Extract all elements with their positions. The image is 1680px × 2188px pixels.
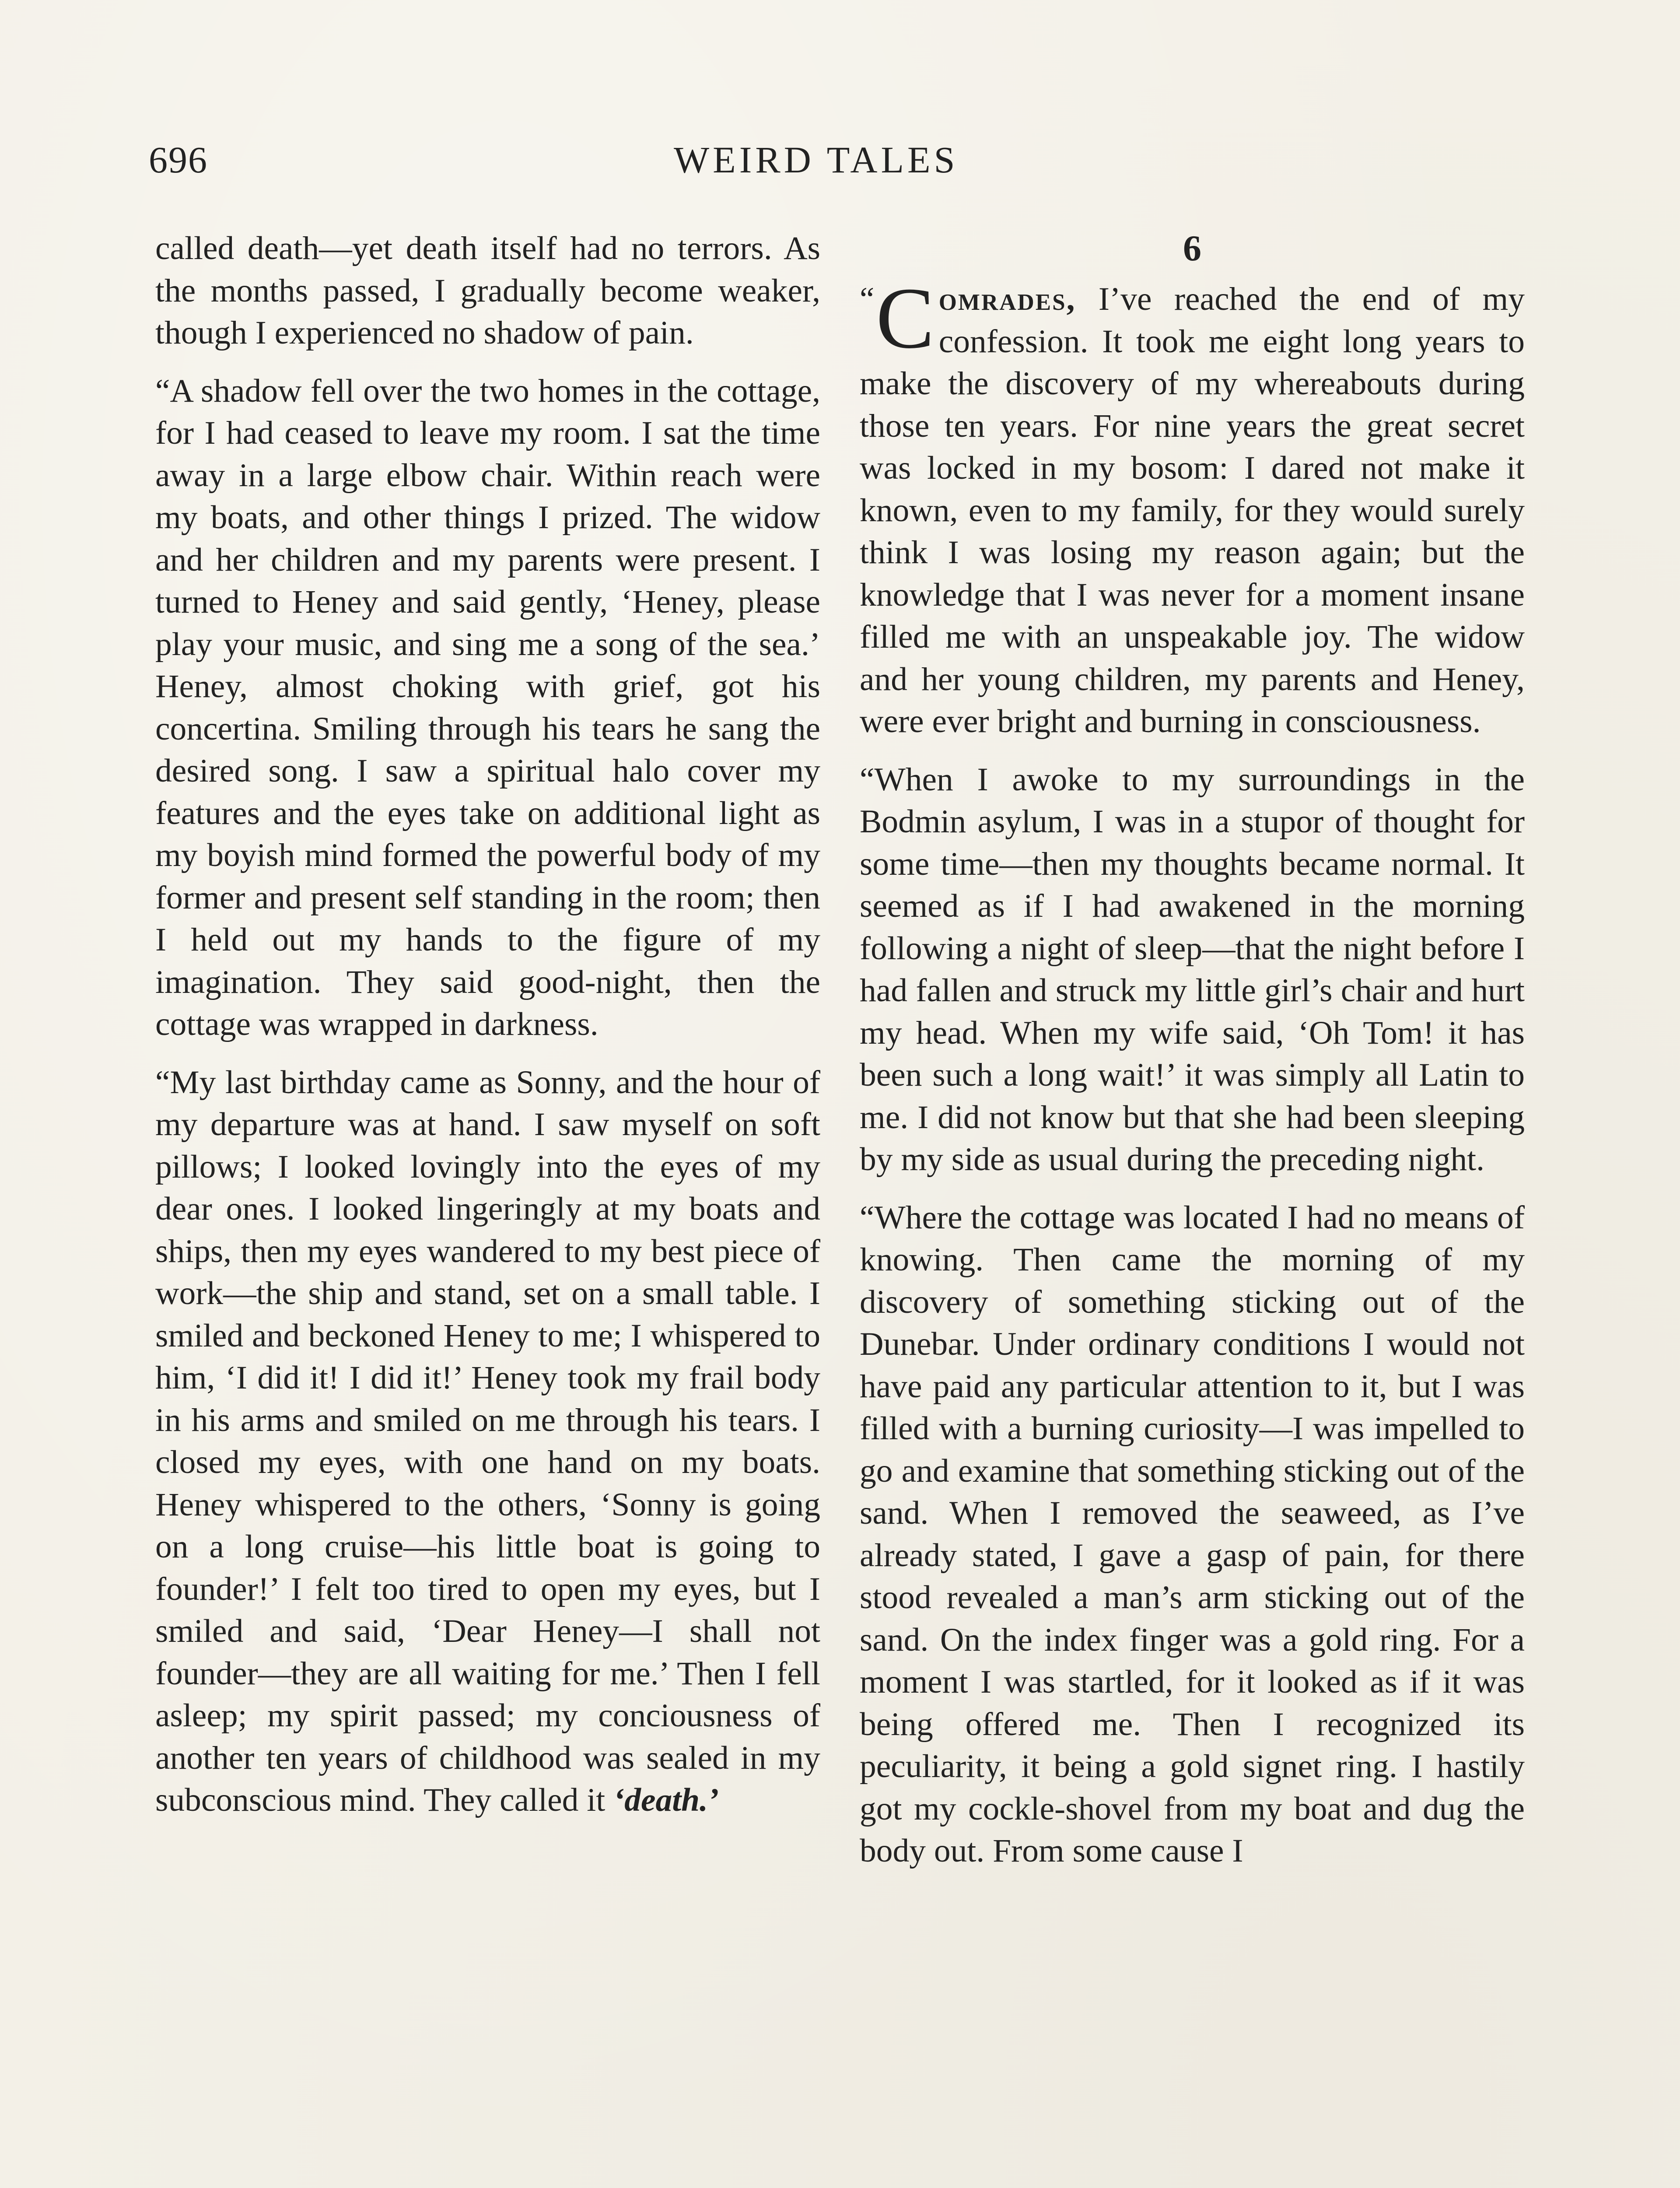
paragraph-text: “My last birthday came as Sonny, and the hour of my departure was at hand. I saw myself on soft pillows; I looked lovingly into the eyes of my dear ones. I looked lingeringly at my boats and ships, then my eyes wandered to my best piece of work—the ship and stand, set on a small table. I smiled and beckoned Heney to me; I whispered to him, ‘I did it! I did it!’ Heney took my frail body in his arms and smiled on me through his tears. I closed my eyes, with one hand on my boats. Heney whispered to the others, ‘Sonny is going on a long cruise—his little boat is going to founder!’ I felt too tired to open my eyes, but I smiled and said, ‘Dear Heney—I shall not founder—they are all waiting for me.’ Then I fell asleep; my spirit passed; my conciousness of another ten years of childhood was sealed in my subconscious mind. They called it xyxy=(155,1064,820,1818)
magazine-title: WEIRD TALES xyxy=(674,139,959,181)
drop-cap: C xyxy=(876,270,934,367)
paragraph xyxy=(155,1062,820,1822)
section-number: 6 xyxy=(1183,228,1201,269)
right-column xyxy=(860,228,1525,1872)
paragraph: “When I awoke to my surroundings in the Bodmin asylum, I was in a stupor of thought for some time—then my thoughts became normal. It seemed as if I had awakened in the morning following a night of sleep—that the night before I had fallen and struck my little girl’s chair and hurt my head. When my wife said, ‘Oh Tom! it has been such a long wait!’ it was simply all Latin to me. I did not know but that she had been sleeping by my side as usual during the preceding night. xyxy=(860,761,1525,1178)
paragraph-text: I’ve reached the end of my confession. It took me eight long years to make the discovery of my whereabouts during those ten years. For nine years the great secret was locked in my bosom: I dared not make it known, even to my family, for they would surely think I was losing my reason again; but the knowledge that I was never for a moment insane filled me with an unspeakable joy. The widow and her young children, my parents and Heney, were ever bright and burning in consciousness. xyxy=(860,281,1525,740)
open-quote: “ xyxy=(860,281,875,317)
page-number: 696 xyxy=(149,139,208,181)
paragraph: called death—yet death itself had no terrors. As the months passed, I gradually become weaker, though I experienced no shadow of pain. xyxy=(155,230,820,351)
running-head xyxy=(149,136,1536,184)
emphasized-word: ‘death.’ xyxy=(613,1782,719,1818)
left-column xyxy=(155,228,820,1822)
small-caps-lead: omrades, xyxy=(938,281,1076,317)
paragraph: “Where the cottage was located I had no means of knowing. Then came the morning of my discovery of something sticking out of the Dunebar. Under ordinary conditions I would not have paid any particular attention to it, but I was filled with a burning curiosity—I was impelled to go and examine that something sticking out of the sand. When I removed the seaweed, as I’ve already stated, I gave a gasp of pain, for there stood revealed a man’s arm sticking out of the sand. On the index finger was a gold ring. For a moment I was startled, for it looked as if it was being offered me. Then I recognized its peculiarity, it being a gold signet ring. I hastily got my cockle-shovel from my boat and dug the body out. From some cause I xyxy=(860,1199,1525,1869)
paragraph: “A shadow fell over the two homes in the cottage, for I had ceased to leave my room. I sat the time away in a large elbow chair. Within reach were my boats, and other things I prized. The widow and her children and my parents were present. I turned to Heney and said gently, ‘Heney, please play your music, and sing me a song of the sea.’ Heney, almost choking with grief, got his concertina. Smiling through his tears he sang the desired song. I saw a spiritual halo cover my features and the eyes take on additional light as my boyish mind formed the powerful body of my former and present self standing in the room; then I held out my hands to the figure of my imagination. They said good-night, then the cottage was wrapped in darkness. xyxy=(155,372,820,1042)
paragraph xyxy=(860,270,1525,743)
